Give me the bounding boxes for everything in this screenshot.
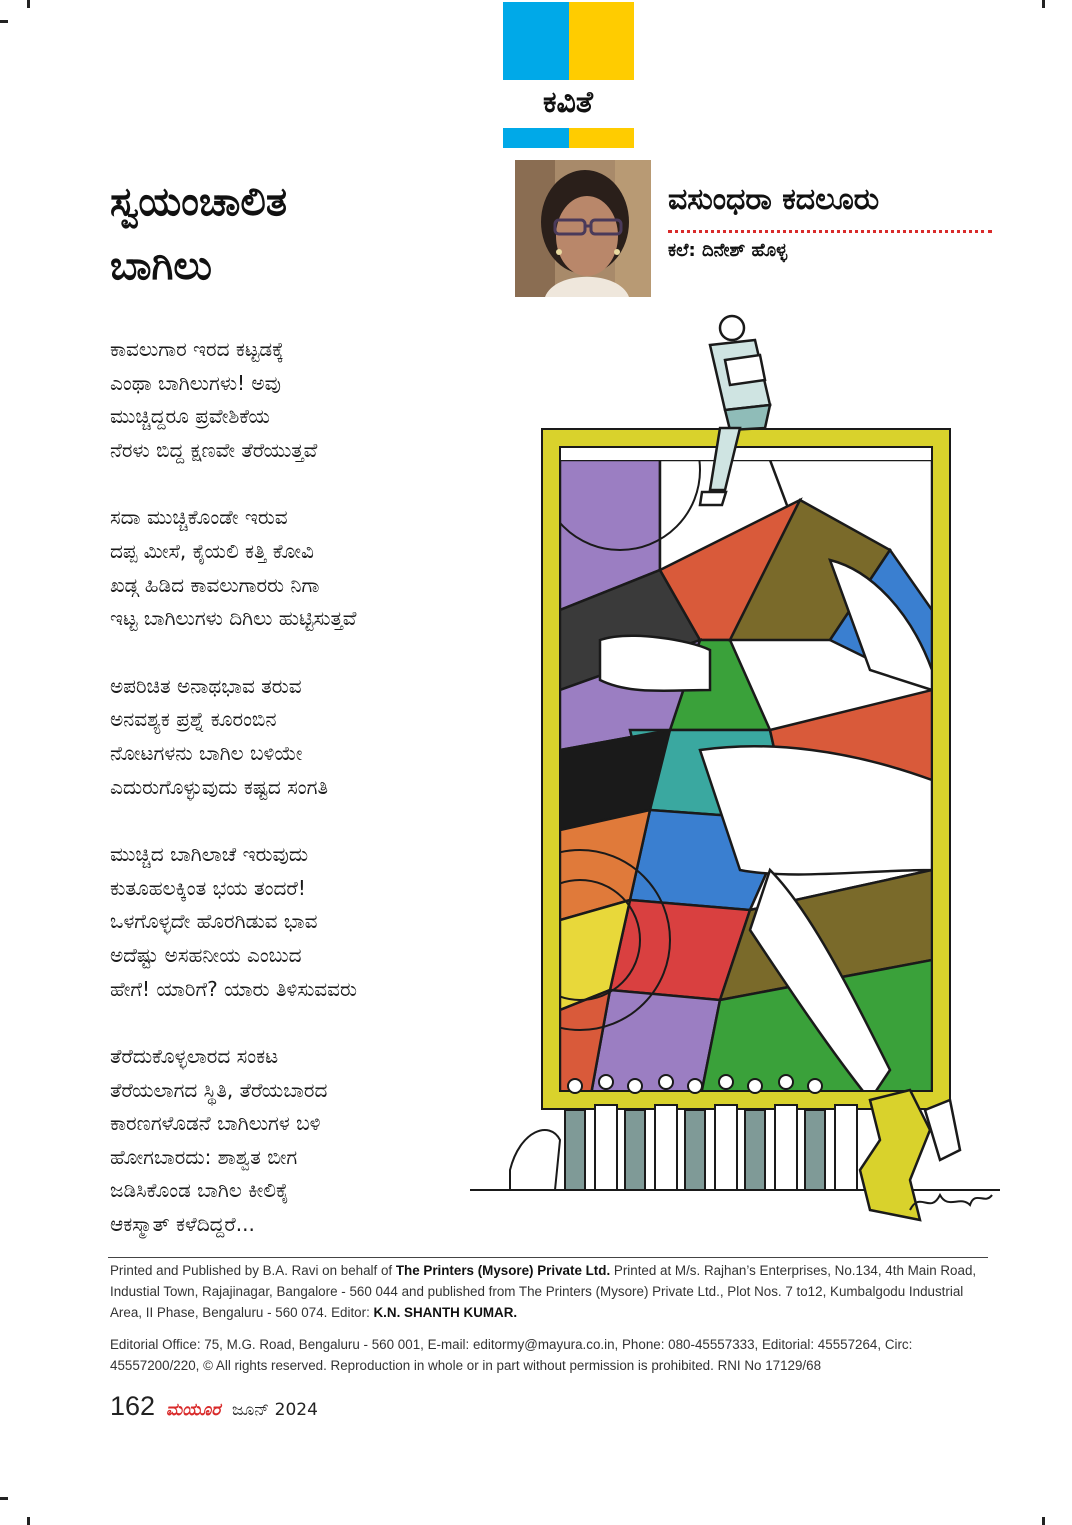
poem-stanza [110, 501, 490, 635]
imprint-publisher: The Printers (Mysore) Private Ltd. [395, 1263, 611, 1278]
poem-line: ಖಡ್ಗ ಹಿಡಿದ ಕಾವಲುಗಾರರು ನಿಗಾ [110, 572, 320, 597]
poem-line: ಅಪರಿಚಿತ ಅನಾಥಭಾವ ತರುವ [110, 673, 302, 698]
poem-line: ಮುಚ್ಚಿದ್ದರೂ ಪ್ರವೇಶಿಕೆಯ [110, 404, 270, 429]
section-block-blue [503, 2, 569, 80]
section-bar-blue [503, 128, 569, 148]
poem-title-line-2: ಬಾಗಿಲು [110, 243, 212, 289]
imprint-text-1: Printed and Published by B.A. Ravi on behalf of [110, 1263, 396, 1278]
poem-illustration [470, 310, 1000, 1230]
poem-line: ಹೇಗೆ! ಯಾರಿಗೆ? ಯಾರು ತಿಳಿಸುವವರು [110, 976, 357, 1001]
poem-line: ಅದೆಷ್ಟು ಅಸಹನೀಯ ಎಂಬುದ [110, 942, 302, 967]
poem-line: ಸದಾ ಮುಚ್ಚಿಕೊಂಡೇ ಇರುವ [110, 505, 288, 530]
author-portrait [515, 160, 651, 297]
poem-title [110, 170, 480, 298]
poem-line: ನೆರಳು ಬಿದ್ದ ಕ್ಷಣವೇ ತೆರೆಯುತ್ತವೆ [110, 437, 318, 462]
poem-stanza [110, 838, 490, 1006]
poem-line: ಕುತೂಹಲಕ್ಕಿಂತ ಭಯ ತಂದರೆ! [110, 875, 306, 900]
footer-editorial-office: Editorial Office: 75, M.G. Road, Bengaluru - 560 001, E-mail: editormy@mayura.co.in, Phone: 080-45557333, Editorial: 45557264, Circ: 45557200/220, © All rights reserved. Reproduction in whole or in part without permission is prohibited. RNI No 17129/68 [110, 1337, 913, 1373]
poem-line: ಕಾವಲುಗಾರ ಇರದ ಕಟ್ಟಡಕ್ಕೆ [110, 337, 284, 361]
poem-line: ನೋಟಗಳನು ಬಾಗಿಲ ಬಳಿಯೇ [110, 740, 303, 765]
poem-stanza [110, 670, 490, 804]
section-block-yellow [569, 2, 634, 80]
poem-line: ಇಟ್ಟ ಬಾಗಿಲುಗಳು ದಿಗಿಲು ಹುಟ್ಟಿಸುತ್ತವೆ [110, 606, 357, 631]
poem-stanza [110, 333, 490, 467]
crop-mark-top-left [27, 0, 30, 8]
footer-imprint [110, 1260, 990, 1323]
poem-line: ಹೋಗಬಾರದು: ಶಾಶ್ವತ ಬೀಗ [110, 1144, 298, 1169]
section-label: ಕವಿತೆ [543, 85, 593, 120]
poem-line: ಕಾರಣಗಳೊಡನೆ ಬಾಗಿಲುಗಳ ಬಳಿ [110, 1111, 321, 1136]
art-credit: ಕಲೆ: ದಿನೇಶ್ ಹೊಳ್ಳ [668, 240, 788, 261]
poem-line: ಒಳಗೊಳ್ಳದೇ ಹೊರಗಿಡುವ ಭಾವ [110, 909, 318, 934]
poem-line: ಎಂಥಾ ಬಾಗಿಲುಗಳು! ಅವು [110, 370, 281, 395]
poem-line: ಎದುರುಗೊಳ್ಳುವುದು ಕಷ್ಟದ ಸಂಗತಿ [110, 774, 329, 799]
author-dotted-rule [668, 230, 992, 233]
poem-line: ಮುಚ್ಚಿದ ಬಾಗಿಲಾಚೆ ಇರುವುದು [110, 842, 309, 867]
poem-title-line-1: ಸ್ವಯಂಚಾಲಿತ [110, 179, 288, 225]
crop-mark-bottom-left [27, 1517, 30, 1525]
magazine-logo: ಮಯೂರ [166, 1400, 221, 1420]
poem-line: ದಪ್ಪ ಮೀಸೆ, ಕೈಯಲಿ ಕತ್ತಿ ಕೋವಿ [110, 538, 314, 563]
imprint-editor: K.N. SHANTH KUMAR. [373, 1305, 518, 1320]
section-bar-yellow [569, 128, 634, 148]
poem-line: ಜಡಿಸಿಕೊಂಡ ಬಾಗಿಲ ಕೀಲಿಕೈ [110, 1178, 290, 1203]
poem-line: ಅನವಶ್ಯಕ ಪ್ರಶ್ನೆ ಕೂರಂಬಿನ [110, 707, 277, 732]
issue-date: ಜೂನ್ 2024 [232, 1400, 318, 1420]
poem-line: ತೆರೆದುಕೊಳ್ಳಲಾರದ ಸಂಕಟ [110, 1044, 279, 1069]
footer-rule [108, 1257, 988, 1258]
poem-body [110, 333, 490, 1276]
poem-stanza [110, 1040, 490, 1242]
poem-line: ತೆರೆಯಲಾಗದ ಸ್ಥಿತಿ, ತೆರೆಯಬಾರದ [110, 1077, 328, 1102]
page-number: 162 [110, 1391, 156, 1421]
crop-mark-top-right [1042, 0, 1045, 8]
author-name: ವಸುಂಧರಾ ಕದಲೂರು [668, 182, 880, 217]
crop-mark-bottom-left-h [0, 1497, 8, 1500]
crop-mark-top-left-h [0, 20, 8, 23]
poem-line: ಆಕಸ್ಮಾತ್ ಕಳೆದಿದ್ದರೆ... [110, 1212, 255, 1237]
illustration-signature [910, 1195, 992, 1210]
imprint-text-2: Printed at M/s. Rajhan’s Enterprises, No.134, 4th Main Road, Industial Town, Rajajinagar, Bangalore - 560 044 and published from The Printers (Mysore) Private Ltd., Plot Nos. 7 to12, Kumbalgodu Industrial Area, II Phase, Bengaluru - 560 074. Editor: [110, 1263, 977, 1320]
crop-mark-bottom-right [1042, 1517, 1045, 1525]
